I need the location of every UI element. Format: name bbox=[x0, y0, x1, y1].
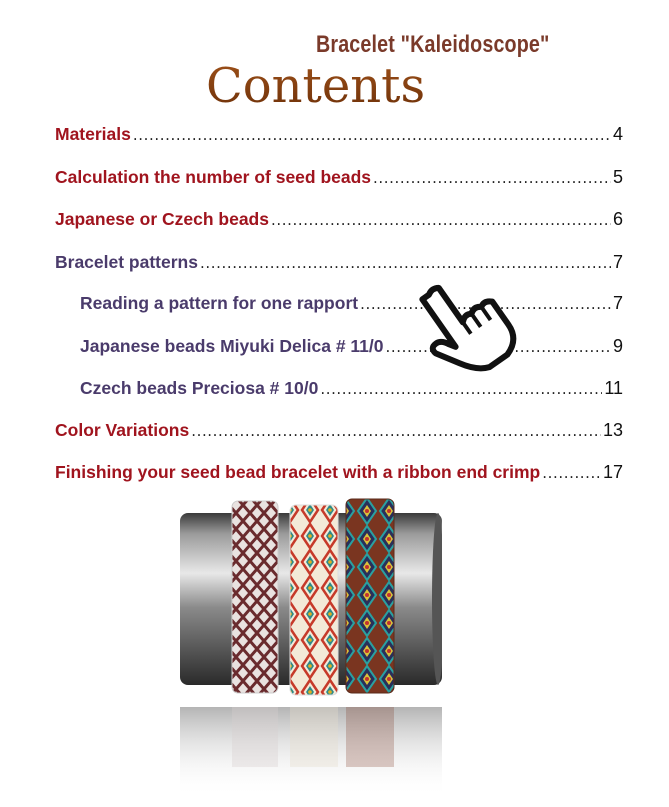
toc-item-materials[interactable] bbox=[55, 124, 623, 154]
bracelet-photo bbox=[180, 497, 442, 800]
toc-item-czech-beads[interactable] bbox=[80, 378, 623, 408]
toc-page-number: 9 bbox=[612, 336, 623, 356]
toc-leader-dots bbox=[200, 254, 611, 272]
toc-page-number: 4 bbox=[612, 124, 623, 144]
toc-label: Japanese or Czech beads bbox=[55, 209, 269, 229]
toc-page-number: 6 bbox=[612, 209, 623, 229]
toc-leader-dots bbox=[320, 380, 602, 398]
toc-label: Color Variations bbox=[55, 420, 190, 440]
toc-item-bracelet-patterns[interactable] bbox=[55, 252, 623, 282]
toc-item-calculation[interactable] bbox=[55, 167, 623, 197]
toc-item-color-variations[interactable] bbox=[55, 420, 623, 450]
toc-label: Czech beads Preciosa # 10/0 bbox=[80, 378, 319, 398]
toc-leader-dots bbox=[271, 211, 611, 229]
toc-leader-dots bbox=[373, 169, 611, 187]
toc-label: Calculation the number of seed beads bbox=[55, 167, 372, 187]
toc-page-number: 5 bbox=[612, 167, 623, 187]
toc-page-number: 13 bbox=[602, 420, 623, 440]
toc-leader-dots bbox=[542, 464, 601, 482]
toc-page-number: 7 bbox=[612, 293, 623, 313]
toc-label: Japanese beads Miyuki Delica # 11/0 bbox=[80, 336, 384, 356]
toc-page-number: 7 bbox=[612, 252, 623, 272]
toc-item-reading-pattern[interactable] bbox=[80, 293, 623, 323]
toc-leader-dots bbox=[191, 422, 601, 440]
toc-leader-dots bbox=[133, 126, 611, 144]
page-title: Contents bbox=[206, 58, 426, 114]
page-subtitle: Bracelet "Kaleidoscope" bbox=[316, 31, 550, 58]
toc-label: Finishing your seed bead bracelet with a ribbon end crimp bbox=[55, 462, 541, 482]
toc-label: Reading a pattern for one rapport bbox=[80, 293, 359, 313]
toc-item-japanese-or-czech[interactable] bbox=[55, 209, 623, 239]
toc-item-japanese-beads[interactable] bbox=[80, 336, 623, 366]
toc-label: Materials bbox=[55, 124, 131, 144]
toc-item-finishing[interactable] bbox=[55, 462, 623, 492]
toc-label: Bracelet patterns bbox=[55, 252, 198, 272]
pointing-hand-icon bbox=[412, 268, 522, 378]
toc-page-number: 11 bbox=[604, 378, 623, 398]
toc-page-number: 17 bbox=[602, 462, 623, 482]
